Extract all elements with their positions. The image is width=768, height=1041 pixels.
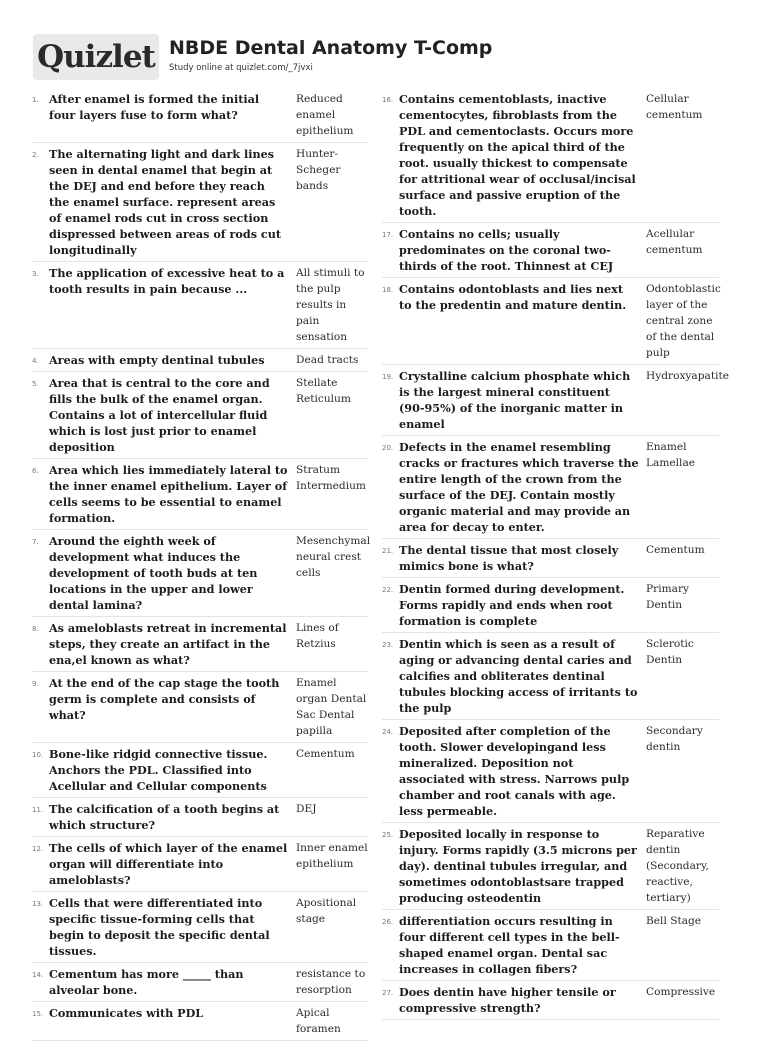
card-row: [32, 88, 368, 143]
card-definition: Stratum Intermedium: [296, 464, 366, 492]
card-definition: Cementum: [296, 748, 355, 760]
card-definition: Primary Dentin: [646, 583, 689, 611]
card-number: 24.: [382, 728, 394, 736]
card-definition: Hydroxyapatite: [646, 370, 729, 382]
card-definition: Reparative dentin (Secondary, reactive, tertiary): [646, 828, 709, 904]
left-card-column: [32, 88, 371, 1041]
right-card-column: [382, 88, 729, 1020]
card-row: [32, 743, 368, 798]
card-term: The cells of which layer of the enamel organ will differentiate into ameloblasts?: [49, 841, 288, 887]
card-number: 13.: [32, 900, 44, 908]
card-definition: Secondary dentin: [646, 725, 703, 753]
page-header: [33, 34, 733, 80]
card-row: [32, 892, 368, 963]
card-term: Contains odontoblasts and lies next to the predentin and mature dentin.: [399, 282, 627, 312]
card-term: Areas with empty dentinal tubules: [49, 353, 265, 367]
card-definition: Odontoblastic layer of the central zone of the dental pulp: [646, 283, 721, 359]
card-row: [32, 672, 368, 743]
card-number: 12.: [32, 845, 44, 853]
card-row: [382, 910, 719, 981]
card-term: Bone-like ridgid connective tissue. Anchors the PDL. Classified into Acellular and Cellular components: [49, 747, 268, 793]
card-number: 27.: [382, 989, 394, 997]
card-number: 23.: [382, 641, 394, 649]
card-term: Deposited after completion of the tooth. Slower developingand less mineralized. Deposition not associated with stress. Narrows pulp chamber and root canals with age. less permeable.: [399, 724, 630, 818]
card-row: [32, 262, 368, 349]
card-definition: Compressive: [646, 986, 716, 998]
card-number: 6.: [32, 467, 39, 475]
card-row: [32, 1002, 368, 1041]
card-row: [32, 617, 368, 672]
card-term: Crystalline calcium phosphate which is the largest mineral constituent (90-95%) of the inorganic matter in enamel: [399, 369, 631, 431]
card-definition: Cementum: [646, 544, 705, 556]
card-term: Communicates with PDL: [49, 1006, 204, 1020]
card-row: [382, 981, 719, 1020]
card-term: The dental tissue that most closely mimics bone is what?: [399, 543, 619, 573]
card-number: 3.: [32, 270, 39, 278]
card-row: [382, 823, 719, 910]
card-term: Dentin which is seen as a result of aging or advancing dental caries and calcifies and obliterates dentinal tubules blocking access of irritants to the pulp: [399, 637, 638, 715]
study-online-link[interactable]: Study online at quizlet.com/_7jvxi: [169, 63, 313, 73]
card-term: At the end of the cap stage the tooth germ is complete and consists of what?: [49, 676, 280, 722]
card-number: 14.: [32, 971, 44, 979]
card-number: 16.: [382, 96, 394, 104]
card-number: 19.: [382, 373, 394, 381]
card-term: The calcification of a tooth begins at which structure?: [49, 802, 280, 832]
card-term: Does dentin have higher tensile or compressive strength?: [399, 985, 616, 1015]
card-row: [32, 798, 368, 837]
card-definition: Bell Stage: [646, 915, 702, 927]
card-term: After enamel is formed the initial four layers fuse to form what?: [49, 92, 260, 122]
card-number: 4.: [32, 357, 39, 365]
card-row: [382, 578, 719, 633]
page-title: NBDE Dental Anatomy T-Comp: [169, 37, 493, 59]
card-row: [32, 143, 368, 262]
card-definition: Sclerotic Dentin: [646, 638, 694, 666]
card-number: 9.: [32, 680, 39, 688]
card-number: 21.: [382, 547, 394, 555]
card-definition: All stimuli to the pulp results in pain sensation: [296, 267, 365, 343]
card-definition: Hunter-Scheger bands: [296, 148, 341, 192]
card-row: [32, 349, 368, 372]
card-number: 20.: [382, 444, 394, 452]
card-number: 18.: [382, 286, 394, 294]
card-term: Contains no cells; usually predominates on the coronal two-thirds of the root. Thinnest at CEJ: [399, 227, 614, 273]
card-term: Contains cementoblasts, inactive cementocytes, fibroblasts from the PDL and cementoclasts. Occurs more frequently on the apical third of the root. usually thickest to compensate for attritional wear of occlusal/incisal surface and passive eruption of the tooth.: [399, 92, 636, 218]
card-number: 17.: [382, 231, 394, 239]
card-definition: Inner enamel epithelium: [296, 842, 368, 870]
card-definition: DEJ: [296, 803, 317, 815]
card-definition: Cellular cementum: [646, 93, 703, 121]
card-row: [382, 720, 719, 823]
card-term: The alternating light and dark lines seen in dental enamel that begin at the DEJ and end before they reach the enamel surface. represent areas of enamel rods cut in cross section dispressed between areas of rods cut longitudinally: [49, 147, 281, 257]
card-number: 2.: [32, 151, 39, 159]
card-number: 5.: [32, 380, 39, 388]
card-row: [32, 837, 368, 892]
card-number: 25.: [382, 831, 394, 839]
card-term: The application of excessive heat to a tooth results in pain because ...: [49, 266, 285, 296]
card-term: Defects in the enamel resembling cracks or fractures which traverse the entire length of the crown from the surface of the DEJ. Contain mostly organic material and may provide an area for decay to enter.: [399, 440, 639, 534]
card-definition: Apical foramen: [296, 1007, 341, 1035]
card-definition: Apositional stage: [296, 897, 357, 925]
card-number: 26.: [382, 918, 394, 926]
card-row: [32, 530, 371, 617]
card-row: [32, 372, 368, 459]
card-term: Area that is central to the core and fills the bulk of the enamel organ. Contains a lot of intercellular fluid which is lost just prior to enamel deposition: [49, 376, 270, 454]
card-row: [382, 539, 719, 578]
card-row: [382, 633, 719, 720]
card-number: 15.: [32, 1010, 44, 1018]
card-number: 10.: [32, 751, 44, 759]
card-term: Cementum has more _____ than alveolar bone.: [49, 967, 244, 997]
card-term: Around the eighth week of development what induces the development of tooth buds at ten locations in the upper and lower dental lamina?: [49, 534, 258, 612]
card-definition: Acellular cementum: [646, 228, 703, 256]
card-number: 11.: [32, 806, 44, 814]
card-row: [32, 963, 368, 1002]
card-number: 22.: [382, 586, 394, 594]
card-definition: Reduced enamel epithelium: [296, 93, 354, 137]
card-number: 7.: [32, 538, 39, 546]
card-definition: Enamel Lamellae: [646, 441, 696, 469]
card-definition: Enamel organ Dental Sac Dental papilla: [296, 677, 367, 737]
card-term: Deposited locally in response to injury. Forms rapidly (3.5 microns per day). dentinal tubules irregular, and sometimes odontoblastsare trapped producing osteodentin: [399, 827, 637, 905]
card-definition: Lines of Retzius: [296, 622, 339, 650]
card-row: [382, 278, 719, 365]
card-term: As ameloblasts retreat in incremental steps, they create an artifact in the ena,el known as what?: [49, 621, 287, 667]
card-term: Area which lies immediately lateral to the inner enamel epithelium. Layer of cells seems to be essential to enamel formation.: [49, 463, 288, 525]
card-row: [382, 88, 719, 223]
card-definition: resistance to resorption: [296, 968, 366, 996]
card-term: differentiation occurs resulting in four different cell types in the bell-shaped enamel organ. Dental sac increases in collagen fibers?: [399, 914, 620, 976]
card-term: Dentin formed during development. Forms rapidly and ends when root formation is complete: [399, 582, 625, 628]
card-number: 1.: [32, 96, 39, 104]
card-definition: Dead tracts: [296, 354, 359, 366]
card-definition: Stellate Reticulum: [296, 377, 351, 405]
card-row: [32, 459, 368, 530]
card-number: 8.: [32, 625, 39, 633]
card-row: [382, 223, 719, 278]
card-row: [382, 365, 729, 436]
card-term: Cells that were differentiated into specific tissue-forming cells that begin to deposit the specific dental tissues.: [49, 896, 270, 958]
quizlet-logo[interactable]: Quizlet: [33, 34, 159, 80]
card-row: [382, 436, 719, 539]
card-definition: Mesenchymal neural crest cells: [296, 535, 371, 579]
